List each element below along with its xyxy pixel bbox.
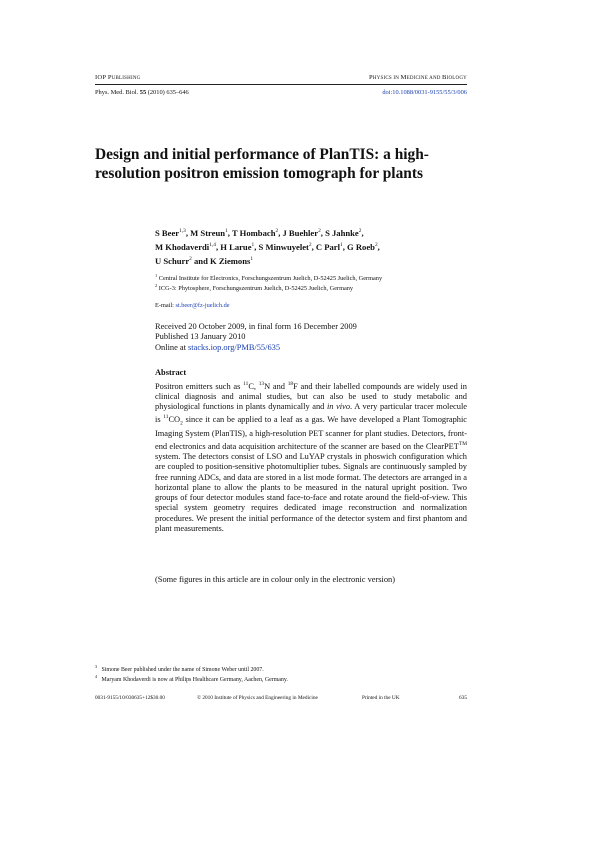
author-list (155, 225, 467, 267)
article-title: Design and initial performance of PlanTIS: a high-resolution positron emission tomograph for plants (95, 146, 429, 182)
affiliation-1: $^1$ Central Institute for Electronics, Forschungszentrum Juelich, D-52425 Juelich, Germany (155, 273, 383, 283)
footer-printed: Printed in the UK (362, 695, 400, 701)
author-affiliation-marker: 1 (250, 256, 254, 263)
doi-link[interactable]: doi:10.1088/0031-9155/55/3/006 (382, 89, 467, 96)
author-affiliation-marker: 1 (251, 242, 255, 249)
received-date: Received 20 October 2009, in final form 16 December 2009 (155, 322, 357, 331)
footer-issn: 0031-9155/10/030635+12$30.00 (95, 695, 165, 701)
author-name: , T Hombach (227, 227, 276, 238)
footer-copyright: © 2010 Institute of Physics and Engineering in Medicine (197, 695, 318, 701)
abstract-body: Positron emitters such as $^{11}$C, $^{13}$N and $^{18}$F and their labelled compounds are widely used in clinical diagnosis and animal studies, but can also be used to study metabolic and physiological functions in plants dynamically and in vivo. A very particular tracer molecule is $^{11}CO_2$ since it can be applied to a leaf as a gas. We have developed a Plant Tomographic Imaging System (PlanTIS), a high-resolution PET scanner for plant studies. Detectors, front-end electronics and data acquisition architecture of the scanner are based on the ClearPET™ system. The detectors consist of LSO and LuYAP crystals in phoswich configuration which are coupled to position-sensitive photomultiplier tubes. Signals are continuously sampled by free running ADCs, and data are stored in a list mode format. The detectors are arranged in a horizontal plane to allow the plants to be measured in the natural upright position. Two groups of four detector modules stand face-to-face and rotate around the field-of-view. This special system geometry requires dedicated image reconstruction and normalization procedures. We present the initial performance of the detector system and first phantom and plant measurements. (155, 381, 467, 533)
citation: Phys. Med. Biol. 55 (2010) 635–646 (95, 89, 189, 96)
author-name: , S Minwuyelet (254, 241, 309, 252)
journal-name: PHYSICS IN MEDICINE AND BIOLOGY (369, 74, 467, 81)
author-affiliation-marker: 2 (358, 228, 362, 234)
author-line (155, 225, 467, 239)
author-affiliation-marker: 2 (374, 242, 378, 249)
author-affiliation-marker: 1 (340, 242, 343, 249)
author-affiliation-marker: 1,4 (209, 242, 216, 249)
author-affiliation-marker: 1 (225, 228, 228, 234)
publication-history (155, 322, 467, 353)
publisher-name: IOP PUBLISHING (95, 74, 141, 81)
abstract-heading: Abstract (155, 368, 187, 377)
author-name: , H Larue (215, 241, 252, 252)
author-name: , G Roeb (342, 241, 375, 252)
author-name: , C Parl (311, 241, 341, 252)
author-affiliation-marker: 2 (318, 228, 321, 234)
author-affiliation-marker: 2 (189, 256, 192, 263)
page-number: 635 (459, 695, 467, 701)
email-link[interactable]: st.beer@fz-juelich.de (175, 302, 230, 309)
author-line (155, 239, 467, 253)
published-date: Published 13 January 2010 (155, 332, 246, 342)
affiliation-2: $^2$ ICG-3: Phytosphere, Forschungszentrum Juelich, D-52425 Juelich, Germany (155, 283, 354, 293)
author-affiliation-marker: 2 (308, 242, 312, 249)
email-line: E-mail: st.beer@fz-juelich.de (155, 302, 230, 309)
header-rule (95, 84, 467, 85)
author-line (155, 253, 467, 267)
author-name: , (377, 241, 380, 252)
author-name: U Schurr (155, 255, 190, 266)
colour-note: (Some figures in this article are in colour only in the electronic version) (155, 575, 396, 584)
author-name: , M Streun (185, 227, 226, 238)
author-name: S Beer (155, 227, 180, 238)
author-name: , S Jahnke (320, 227, 359, 238)
online-line: Online at stacks.iop.org/PMB/55/635 (155, 342, 281, 352)
author-name: , J Buehler (278, 227, 319, 238)
author-name: , (361, 227, 364, 238)
author-name: M Khodaverdi (155, 241, 210, 252)
author-affiliation-marker: 2 (275, 228, 279, 234)
author-name: and K Ziemons (191, 255, 251, 266)
footnote-3: $^3$ Simone Beer published under the name of Simone Weber until 2007. (95, 664, 264, 673)
online-link[interactable]: stacks.iop.org/PMB/55/635 (188, 342, 281, 352)
author-affiliation-marker: 1,3 (179, 228, 186, 234)
footnote-4: $^4$ Maryam Khodaverdi is now at Philips Healthcare Germany, Aachen, Germany. (95, 674, 288, 683)
